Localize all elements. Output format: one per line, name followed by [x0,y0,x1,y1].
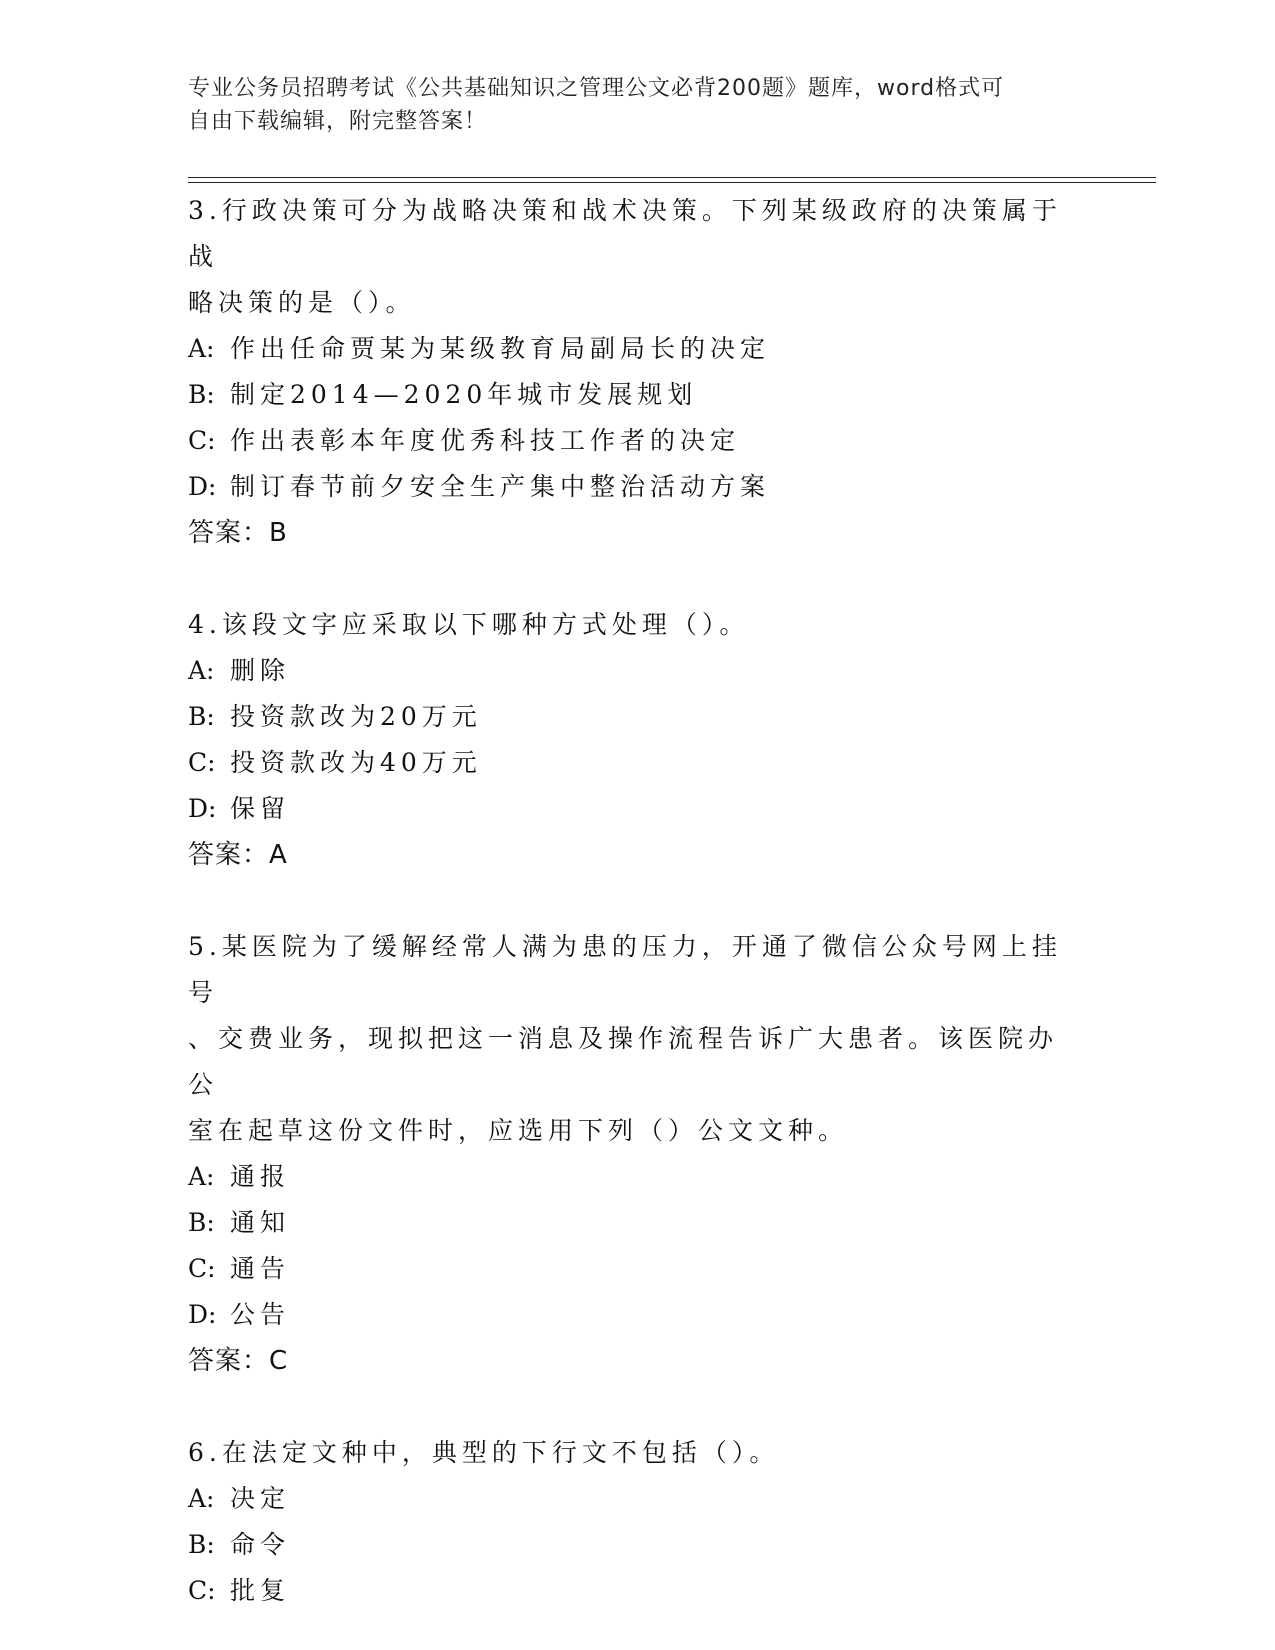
option-text: 批复 [230,1576,291,1605]
question-text-line: 略决策的是（）。 [188,288,416,317]
header-divider-bottom [188,182,1156,183]
option-text: 保留 [230,794,291,823]
question-6 [188,1430,1068,1614]
question-4 [188,602,1068,878]
option-b [188,1200,1068,1246]
option-key: A: [188,1484,215,1513]
option-b [188,372,1068,418]
option-text: 公告 [230,1300,291,1329]
answer: 答案：B [188,518,288,548]
question-list [188,188,1068,1614]
question-text-line: 、交费业务，现拟把这一消息及操作流程告诉广大患者。该医院办公 [188,1024,1059,1099]
question-text-line: 3.行政决策可分为战略决策和战术决策。下列某级政府的决策属于战 [188,196,1062,271]
option-text: 命令 [230,1530,291,1559]
question-text-line: 室在起草这份文件时，应选用下列（）公文文种。 [188,1116,849,1145]
question-text-line: 6.在法定文种中，典型的下行文不包括（）。 [188,1438,780,1467]
option-d [188,786,1068,832]
option-text: 制订春节前夕安全生产集中整治活动方案 [230,472,771,501]
option-key: B: [188,380,215,409]
question-text [188,1430,1068,1476]
option-d [188,1292,1068,1338]
option-key: C: [188,426,216,455]
option-d [188,464,1068,510]
option-text: 投资款改为20万元 [230,702,482,731]
option-c [188,418,1068,464]
option-b [188,1522,1068,1568]
option-text: 作出任命贾某为某级教育局副局长的决定 [230,334,771,363]
option-key: A: [188,1162,215,1191]
option-a [188,326,1068,372]
question-text [188,924,1068,1154]
option-key: C: [188,1576,216,1605]
option-c [188,740,1068,786]
option-c [188,1568,1068,1614]
option-text: 制定2014—2020年城市发展规划 [230,380,698,409]
option-a [188,1476,1068,1522]
option-key: A: [188,334,215,363]
answer: 答案：C [188,1346,289,1376]
option-a [188,648,1068,694]
question-text-line: 5.某医院为了缓解经常人满为患的压力，开通了微信公众号网上挂号 [188,932,1062,1007]
question-5 [188,924,1068,1384]
option-text: 通知 [230,1208,291,1237]
question-3 [188,188,1068,556]
option-key: C: [188,1254,216,1283]
option-key: B: [188,702,215,731]
option-c [188,1246,1068,1292]
option-text: 决定 [230,1484,291,1513]
option-a [188,1154,1068,1200]
option-text: 删除 [230,656,291,685]
option-key: A: [188,656,215,685]
option-key: D: [188,794,217,823]
option-text: 通告 [230,1254,291,1283]
option-key: B: [188,1208,215,1237]
question-text [188,188,1068,326]
header-divider-top [188,177,1156,178]
header-line-2: 自由下载编辑，附完整答案！ [188,109,488,134]
option-key: C: [188,748,216,777]
option-text: 通报 [230,1162,291,1191]
question-text [188,602,1068,648]
option-key: D: [188,1300,217,1329]
header-line-1: 专业公务员招聘考试《公共基础知识之管理公文必背200题》题库，word格式可 [188,76,1005,101]
question-text-line: 4.该段文字应采取以下哪种方式处理（）。 [188,610,750,639]
option-text: 作出表彰本年度优秀科技工作者的决定 [230,426,741,455]
option-b [188,694,1068,740]
document-header [188,72,1068,138]
option-key: D: [188,472,217,501]
option-key: B: [188,1530,215,1559]
answer: 答案：A [188,840,288,870]
option-text: 投资款改为40万元 [230,748,482,777]
